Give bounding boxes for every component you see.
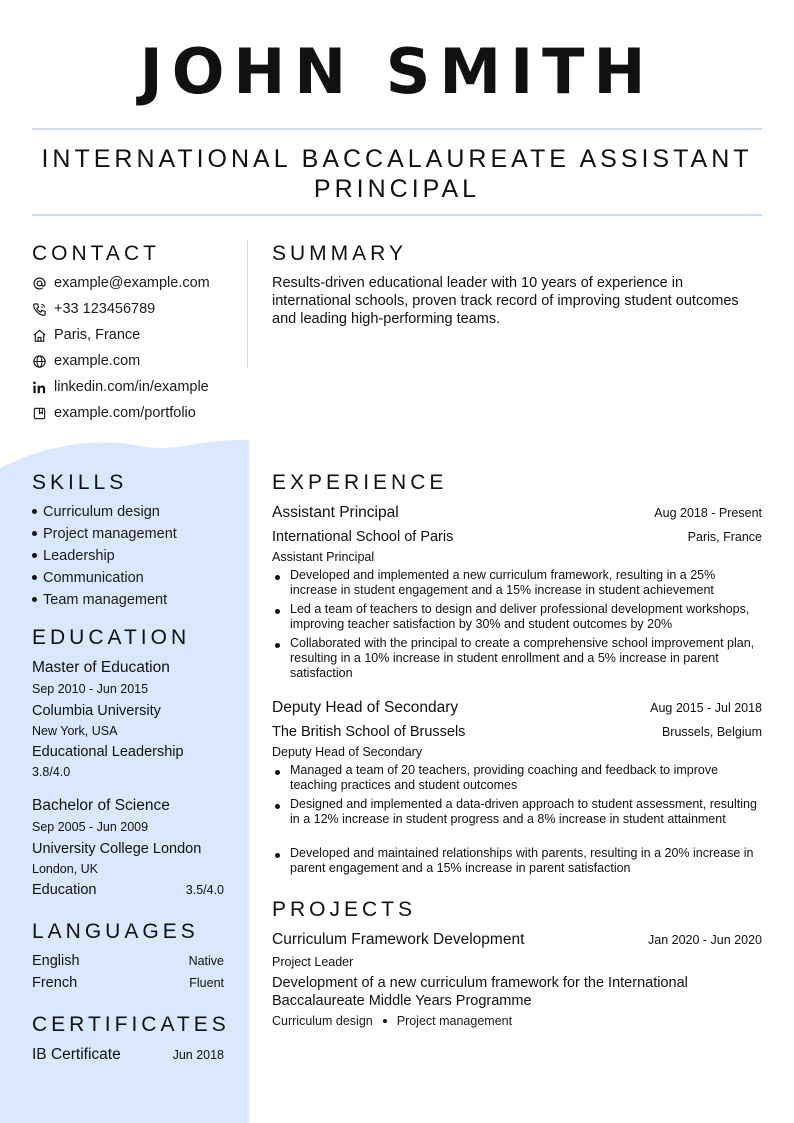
- edu-dates: Sep 2005 - Jun 2009: [32, 820, 149, 834]
- header-top-divider: [32, 128, 762, 130]
- edu-degree: Bachelor of Science: [32, 797, 170, 814]
- job-title: Assistant Principal: [272, 504, 399, 521]
- job-bullet: Led a team of teachers to design and deliver professional development workshops, improving teacher satisfaction by 30% and student outcomes by 20%: [272, 602, 762, 632]
- job-bullet: Developed and implemented a new curriculum framework, resulting in a 25% increase in student engagement and a 15% increase in student achievement: [272, 568, 762, 598]
- job-role: Deputy Head of Secondary: [272, 745, 423, 759]
- certificates-heading: CERTIFICATES: [32, 1013, 230, 1036]
- job-company: The British School of Brussels: [272, 724, 466, 740]
- certificate-date: Jun 2018: [172, 1048, 224, 1062]
- edu-location: London, UK: [32, 862, 99, 876]
- language-level: Fluent: [189, 976, 224, 990]
- edu-school: Columbia University: [32, 703, 161, 719]
- contact-linkedin[interactable]: [32, 378, 209, 396]
- contact-portfolio-text: example.com/portfolio: [54, 405, 196, 421]
- project-tags: [272, 1013, 512, 1029]
- edu-school: University College London: [32, 841, 202, 857]
- project-description: Development of a new curriculum framework for the International Baccalaureate Middle Years Programme: [272, 975, 688, 1009]
- job-location: Brussels, Belgium: [661, 725, 762, 739]
- languages-heading: LANGUAGES: [32, 920, 199, 943]
- contact-email[interactable]: [32, 274, 210, 292]
- linkedin-icon: [32, 380, 47, 395]
- job-role: Assistant Principal: [272, 550, 375, 564]
- summary-heading: SUMMARY: [272, 242, 407, 265]
- certificate-name: IB Certificate: [32, 1046, 121, 1063]
- contact-location-text: Paris, France: [54, 327, 141, 343]
- skill-item: Project management: [32, 525, 177, 543]
- experience-heading: EXPERIENCE: [272, 471, 448, 494]
- portfolio-icon: [32, 406, 47, 421]
- job-bullet: Designed and implemented a data-driven approach to student assessment, resulting in a 12% increase in student progress and a 8% increase in student attainment: [272, 797, 762, 827]
- edu-gpa: 3.5/4.0: [185, 883, 224, 897]
- edu-dates: Sep 2010 - Jun 2015: [32, 682, 149, 696]
- at-icon: [32, 276, 47, 291]
- edu-gpa: 3.8/4.0: [32, 765, 71, 779]
- job-title: INTERNATIONAL BACCALAUREATE ASSISTANT PRINCIPAL: [41, 145, 753, 203]
- column-divider: [247, 240, 248, 368]
- edu-location: New York, USA: [32, 724, 118, 738]
- project-dates: Jan 2020 - Jun 2020: [648, 933, 762, 947]
- skills-heading: SKILLS: [32, 471, 128, 494]
- edu-degree: Master of Education: [32, 659, 170, 676]
- phone-icon: [32, 302, 47, 317]
- contact-website-text: example.com: [54, 353, 141, 369]
- globe-icon: [32, 354, 47, 369]
- candidate-name: JOHN SMITH: [139, 35, 655, 108]
- project-title: Curriculum Framework Development: [272, 931, 525, 948]
- summary-text: Results-driven educational leader with 10 years of experience in international schools, proven track record of improving student outcomes and leading high-performing teams.: [272, 275, 739, 327]
- language-level: Native: [188, 954, 224, 968]
- contact-phone[interactable]: [32, 300, 155, 318]
- contact-email-text: example@example.com: [54, 275, 210, 291]
- skill-item: Team management: [32, 591, 167, 609]
- projects-heading: PROJECTS: [272, 898, 417, 921]
- skill-item: Curriculum design: [32, 503, 160, 521]
- edu-field: Education: [32, 882, 97, 898]
- home-icon: [32, 328, 47, 343]
- skill-item: Leadership: [32, 547, 115, 565]
- project-tag: Project management: [396, 1014, 513, 1028]
- job-bullet: Developed and maintained relationships with parents, resulting in a 20% increase in parent engagement and a 15% increase in parent satisfaction: [272, 846, 762, 876]
- contact-website[interactable]: [32, 352, 140, 370]
- education-heading: EDUCATION: [32, 626, 191, 649]
- edu-field: Educational Leadership: [32, 744, 184, 760]
- job-company: International School of Paris: [272, 529, 454, 545]
- job-bullet: Managed a team of 20 teachers, providing coaching and feedback to improve teaching practices and student outcomes: [272, 763, 762, 793]
- language-name: English: [32, 953, 80, 969]
- contact-location: [32, 326, 140, 344]
- job-dates: Aug 2015 - Jul 2018: [650, 701, 762, 715]
- job-location: Paris, France: [687, 530, 762, 544]
- header-bottom-divider: [32, 214, 762, 216]
- language-name: French: [32, 975, 78, 991]
- contact-phone-text: +33 123456789: [54, 301, 156, 317]
- job-bullet: Collaborated with the principal to create a comprehensive school improvement plan, resulting in a 10% increase in student enrollment and a 5% increase in parent satisfaction: [272, 636, 762, 681]
- contact-heading: CONTACT: [32, 242, 160, 265]
- job-title: Deputy Head of Secondary: [272, 699, 459, 716]
- skill-item: Communication: [32, 569, 144, 587]
- project-role: Project Leader: [272, 955, 354, 969]
- job-dates: Aug 2018 - Present: [654, 506, 762, 520]
- contact-linkedin-text: linkedin.com/in/example: [54, 379, 209, 395]
- project-tag: Curriculum design: [272, 1014, 373, 1028]
- contact-portfolio[interactable]: [32, 404, 196, 422]
